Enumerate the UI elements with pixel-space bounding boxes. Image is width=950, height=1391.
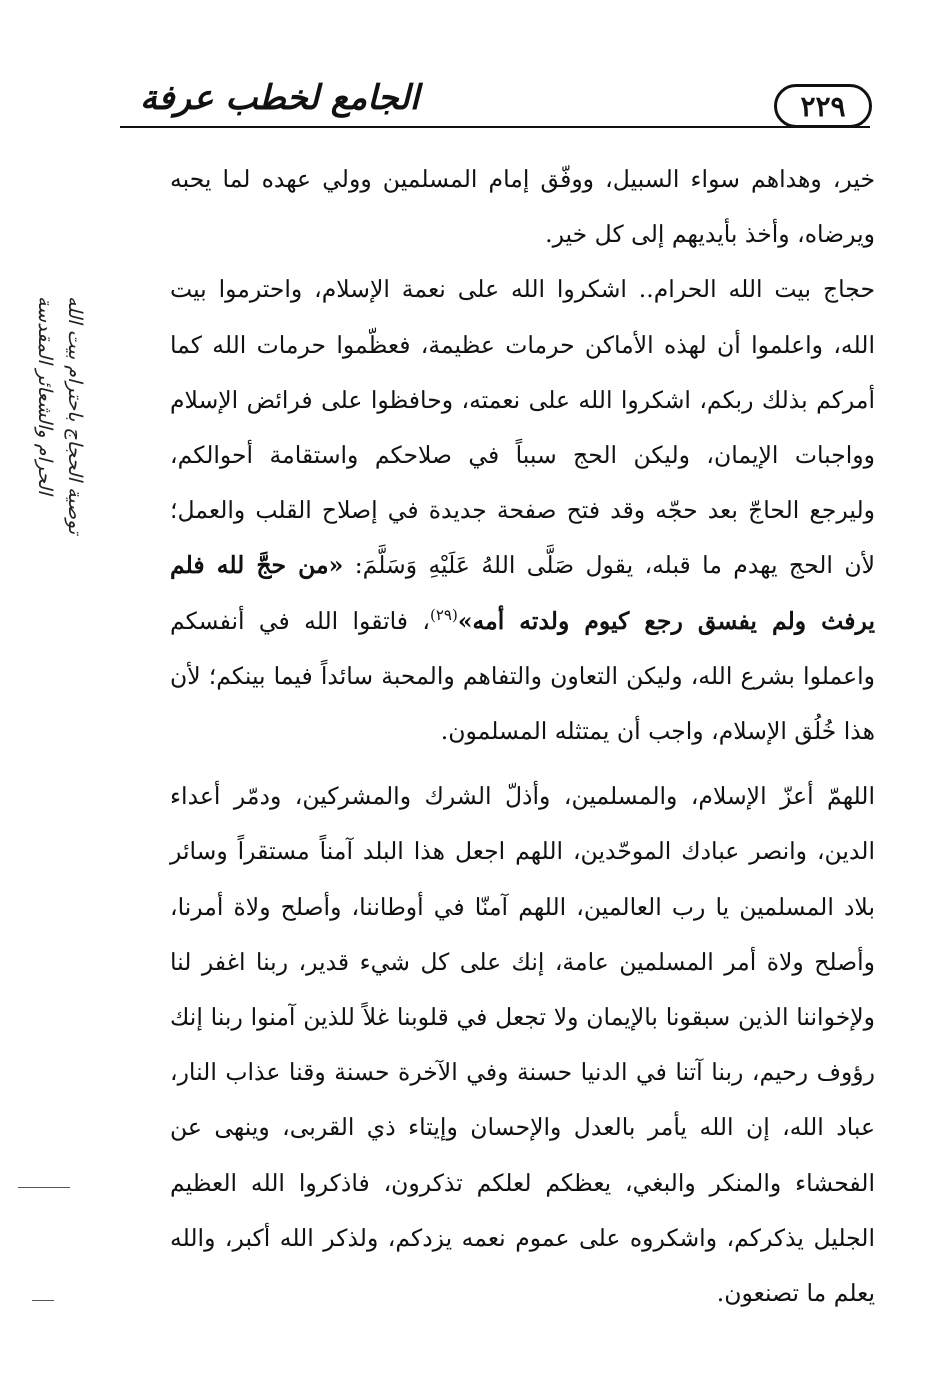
paragraph-1: خير، وهداهم سواء السبيل، ووفّق إمام المسلمين وولي عهده لما يحبه ويرضاه، وأخذ بأيديهم إلى كل خير.: [170, 165, 875, 249]
running-title: الجامع لخطب عرفة: [140, 78, 420, 118]
page-number: [774, 84, 872, 128]
page-number-text: ٢٢٩: [800, 89, 846, 123]
paragraph-2: [170, 262, 875, 759]
margin-note: [30, 296, 98, 616]
paragraph-2-intro: حجاج بيت الله الحرام.. اشكروا الله على نعمة الإسلام، واحترموا بيت الله، واعلموا أن لهذه الأماكن حرمات عظيمة، فعظّموا حرمات الله كما أمركم بذلك ربكم، اشكروا الله على نعمته، وحافظوا على فرائض الإسلام وواجبات الإيمان، وليكن الحج سبباً في صلاحكم واستقامة أحوالكم، وليرجع الحاجّ بعد حجّه وقد فتح صفحة جديدة في إصلاح القلب والعمل؛ لأن الحج يهدم ما قبله، يقول صَلَّى اللهُ عَلَيْهِ وَسَلَّمَ:: [170, 275, 875, 580]
page-header: [120, 70, 880, 132]
margin-note-line-2: الحرام والشعائر المقدسة: [34, 296, 56, 495]
hadith-quote: «من حجَّ لله فلم يرفث ولم يفسق رجع كيوم ولدته أمه»: [170, 551, 875, 635]
paragraph-3-supplication: اللهمّ أعزّ الإسلام، والمسلمين، وأذلّ الشرك والمشركين، ودمّر أعداء الدين، وانصر عبادك الموحّدين، اللهم اجعل هذا البلد آمناً مستقراً وسائر بلاد المسلمين يا رب العالمين، اللهم آمنّا في أوطاننا، وأصلح ولاة أمرنا، وأصلح ولاة أمر المسلمين عامة، إنك على كل شيء قدير، ربنا اغفر لنا ولإخواننا الذين سبقونا بالإيمان ولا تجعل في قلوبنا غلاً للذين آمنوا ربنا إنك رؤوف رحيم، ربنا آتنا في الدنيا حسنة وفي الآخرة حسنة وقنا عذاب النار، عباد الله، إن الله يأمر بالعدل والإحسان وإيتاء ذي القربى، وينهى عن الفحشاء والمنكر والبغي، يعظكم لعلكم تذكرون، فاذكروا الله العظيم الجليل يذكركم، واشكروه على عموم نعمه يزدكم، ولذكر الله أكبر، والله يعلم ما تصنعون.: [170, 782, 875, 1308]
scan-artifact-mark: [32, 1300, 54, 1301]
header-rule: [120, 126, 870, 128]
footnote-reference: (٢٩): [429, 605, 458, 624]
paragraph-2-continuation: ، فاتقوا الله في أنفسكم واعملوا بشرع الله، وليكن التعاون والتفاهم والمحبة سائداً فيما بينكم؛ لأن هذا خُلُق الإسلام، واجب أن يمتثله المسلمون.: [170, 606, 875, 746]
scan-artifact-mark: [18, 1187, 70, 1188]
margin-note-line-1: توصية الحجاج باحترام بيت الله: [64, 296, 86, 535]
body-text: [170, 152, 875, 1321]
